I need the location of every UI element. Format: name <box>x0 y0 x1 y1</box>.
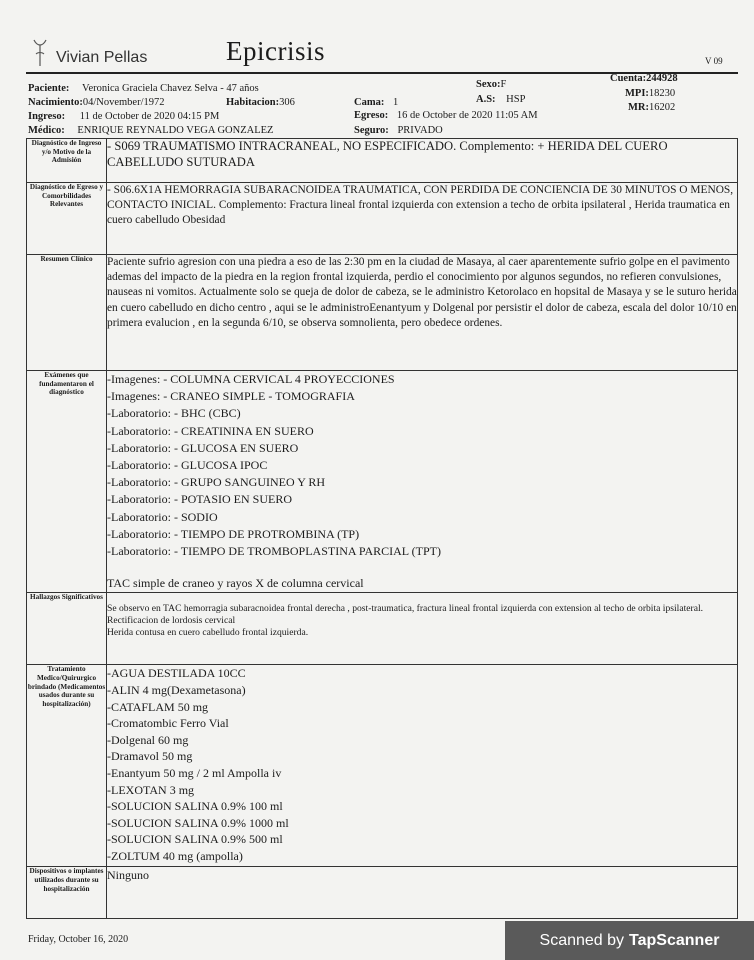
treatment-row <box>27 665 738 867</box>
discharge-diagnosis-label: Diagnóstico de Egreso y Comorbilidades Relevantes <box>27 183 107 255</box>
medication-item: -Cromatombic Ferro Vial <box>107 716 229 731</box>
epicrisis-table <box>26 138 738 919</box>
mr-value: 16202 <box>649 102 676 113</box>
exam-item: -Laboratorio: - GLUCOSA IPOC <box>107 458 268 473</box>
bed-field <box>354 97 398 108</box>
exam-note: TAC simple de craneo y rayos X de columna cervical <box>107 576 364 591</box>
account-label: Cuenta: <box>610 73 647 84</box>
document-title: Epicrisis <box>226 36 325 66</box>
discharge-field <box>354 110 538 121</box>
medication-item: -AGUA DESTILADA 10CC <box>107 666 246 681</box>
devices-label: Dispositivos o implantes utilizados durante su hospitalización <box>27 867 107 919</box>
exam-item: -Laboratorio: - GRUPO SANGUINEO Y RH <box>107 475 326 490</box>
medication-item: -ZOLTUM 40 mg (ampolla) <box>107 848 243 863</box>
mr-field <box>628 102 675 113</box>
exam-item: -Laboratorio: - CREATININA EN SUERO <box>107 423 314 438</box>
finding-line: Rectificacion de lordosis cervical <box>107 615 236 627</box>
insurance-value: PRIVADO <box>397 125 443 136</box>
mpi-value: 18230 <box>648 88 676 99</box>
patient-name: Veronica Graciela Chavez Selva - 47 años <box>82 83 259 94</box>
birth-field <box>28 97 164 108</box>
findings-label: Hallazgos Significativos <box>27 593 107 665</box>
patient-label: Paciente: <box>28 83 70 94</box>
account-value: 244928 <box>646 73 678 84</box>
exams-label: Exámenes que fundamentaron el diagnóstico <box>27 371 107 593</box>
mpi-label: MPI: <box>625 88 649 99</box>
insurance-field <box>354 125 443 136</box>
exams-cell <box>107 371 738 593</box>
form-version: V 09 <box>705 56 723 66</box>
sex-value: F <box>500 79 507 90</box>
footer-date: Friday, October 16, 2020 <box>28 934 129 945</box>
clinical-summary-row <box>27 255 738 371</box>
medication-item: -SOLUCION SALINA 0.9% 500 ml <box>107 832 283 847</box>
patient-name-row <box>28 83 259 94</box>
room-value: 306 <box>279 97 295 108</box>
medication-item: -Dolgenal 60 mg <box>107 732 189 747</box>
exam-item: -Laboratorio: - SODIO <box>107 509 218 524</box>
exam-item: -Laboratorio: - BHC (CBC) <box>107 406 241 421</box>
exam-item: -Laboratorio: - TIEMPO DE TROMBOPLASTINA PARCIAL (TPT) <box>107 544 441 559</box>
bed-label: Cama: <box>354 97 385 108</box>
medication-item: -SOLUCION SALINA 0.9% 100 ml <box>107 799 283 814</box>
mr-label: MR: <box>628 102 649 113</box>
finding-line: Se observo en TAC hemorragia subaracnoidea frontal derecha , post-traumatica, fractura lineal frontal izquierda con extension al techo de orbita ipsilateral. <box>107 603 704 615</box>
exam-item: -Laboratorio: - TIEMPO DE PROTROMBINA (TP) <box>107 526 360 541</box>
discharge-label: Egreso: <box>354 110 389 121</box>
doctor-label: Médico: <box>28 125 65 136</box>
brand-name: Vivian Pellas <box>56 49 148 66</box>
discharge-diagnosis-text: - S06.6X1A HEMORRAGIA SUBARACNOIDEA TRAUMATICA, CON PERDIDA DE CONCIENCIA DE 30 MINUTOS O MENOS, CONTACTO INICIAL. Complemento: Fractura lineal frontal izquierda con extension a techo de orbita ipsilateral , Herida traumatica en cuero cabelludo Obesidad <box>107 183 738 255</box>
admission-label: Ingreso: <box>28 111 66 122</box>
treatment-cell <box>107 665 738 867</box>
discharge-diagnosis-row <box>27 183 738 255</box>
exams-row <box>27 371 738 593</box>
devices-row <box>27 867 738 919</box>
doctor-value: ENRIQUE REYNALDO VEGA GONZALEZ <box>77 125 274 136</box>
birth-value: 04/November/1972 <box>82 97 165 108</box>
clinical-summary-label: Resumen Clínico <box>27 255 107 371</box>
watermark-prefix: Scanned by <box>539 931 625 949</box>
account-field <box>610 73 678 84</box>
as-field <box>476 94 525 105</box>
admission-diagnosis-text: - S069 TRAUMATISMO INTRACRANEAL, NO ESPECIFICADO. Complemento: + HERIDA DEL CUERO CABELLUDO SUTURADA <box>107 139 738 183</box>
medication-item: -ALIN 4 mg(Dexametasona) <box>107 683 246 698</box>
brand-logo <box>30 36 147 70</box>
medication-item: -Enantyum 50 mg / 2 ml Ampolla iv <box>107 766 282 780</box>
medication-item: -LEXOTAN 3 mg <box>107 782 195 797</box>
room-label: Habitacion: <box>226 97 280 108</box>
watermark-brand: TapScanner <box>629 931 720 949</box>
sex-field <box>476 79 506 90</box>
exam-item: -Laboratorio: - POTASIO EN SUERO <box>107 492 293 507</box>
devices-text: Ninguno <box>107 867 738 919</box>
scanner-watermark <box>505 921 754 960</box>
medication-item: -SOLUCION SALINA 0.9% 1000 ml <box>107 815 289 830</box>
exam-item: -Laboratorio: - GLUCOSA EN SUERO <box>107 440 299 455</box>
finding-line: Herida contusa en cuero cabelludo frontal izquierda. <box>107 627 309 639</box>
medication-item: -Dramavol 50 mg <box>107 749 193 764</box>
admission-diagnosis-row <box>27 139 738 183</box>
findings-cell <box>107 593 738 665</box>
admission-field <box>28 111 219 122</box>
admission-diagnosis-label: Diagnóstico de Ingreso y/o Motivo de la Admisión <box>27 139 107 183</box>
medication-item: -CATAFLAM 50 mg <box>107 699 209 714</box>
room-field <box>226 97 295 108</box>
findings-row <box>27 593 738 665</box>
mpi-field <box>625 88 675 99</box>
vivian-pellas-logo-icon <box>30 36 50 70</box>
insurance-label: Seguro: <box>354 125 389 136</box>
bed-value: 1 <box>392 97 399 108</box>
birth-label: Nacimiento: <box>28 97 83 108</box>
exam-item: -Imagenes: - CRANEO SIMPLE - TOMOGRAFIA <box>107 389 355 404</box>
treatment-label: Tratamiento Medico/Quirurgico brindado (Medicamentos usados durante su hospitalización) <box>27 665 107 867</box>
as-value: HSP <box>506 94 526 105</box>
doctor-field <box>28 125 273 136</box>
exam-item: -Imagenes: - COLUMNA CERVICAL 4 PROYECCIONES <box>107 372 395 386</box>
sex-label: Sexo: <box>476 79 501 90</box>
admission-value: 11 de October de 2020 04:15 PM <box>79 111 220 122</box>
discharge-value: 16 de October de 2020 11:05 AM <box>396 110 538 121</box>
as-label: A.S: <box>476 94 496 105</box>
clinical-summary-text: Paciente sufrio agresion con una piedra a eso de las 2:30 pm en la ciudad de Masaya, al caer aparentemente sufrio golpe en el pavimento ademas del impacto de la piedra en la region frontal izquierda, perdio el conocimiento por algunos segundos, no refieren convulsiones, nauseas ni vomitos. Actualmente solo se queja de dolor de cabeza, se le administro Ketorolaco en hopsital de Masaya y se le suturo herida en cuero cabelludo en dicho centro , aqui se le administroEenantyum y Dolgenal por persistir el dolor de cabeza, escala del dolor 10/10 en primera evalucion , en la segunda 6/10, se observa somnolienta, pero obedece ordenes. <box>107 255 738 371</box>
